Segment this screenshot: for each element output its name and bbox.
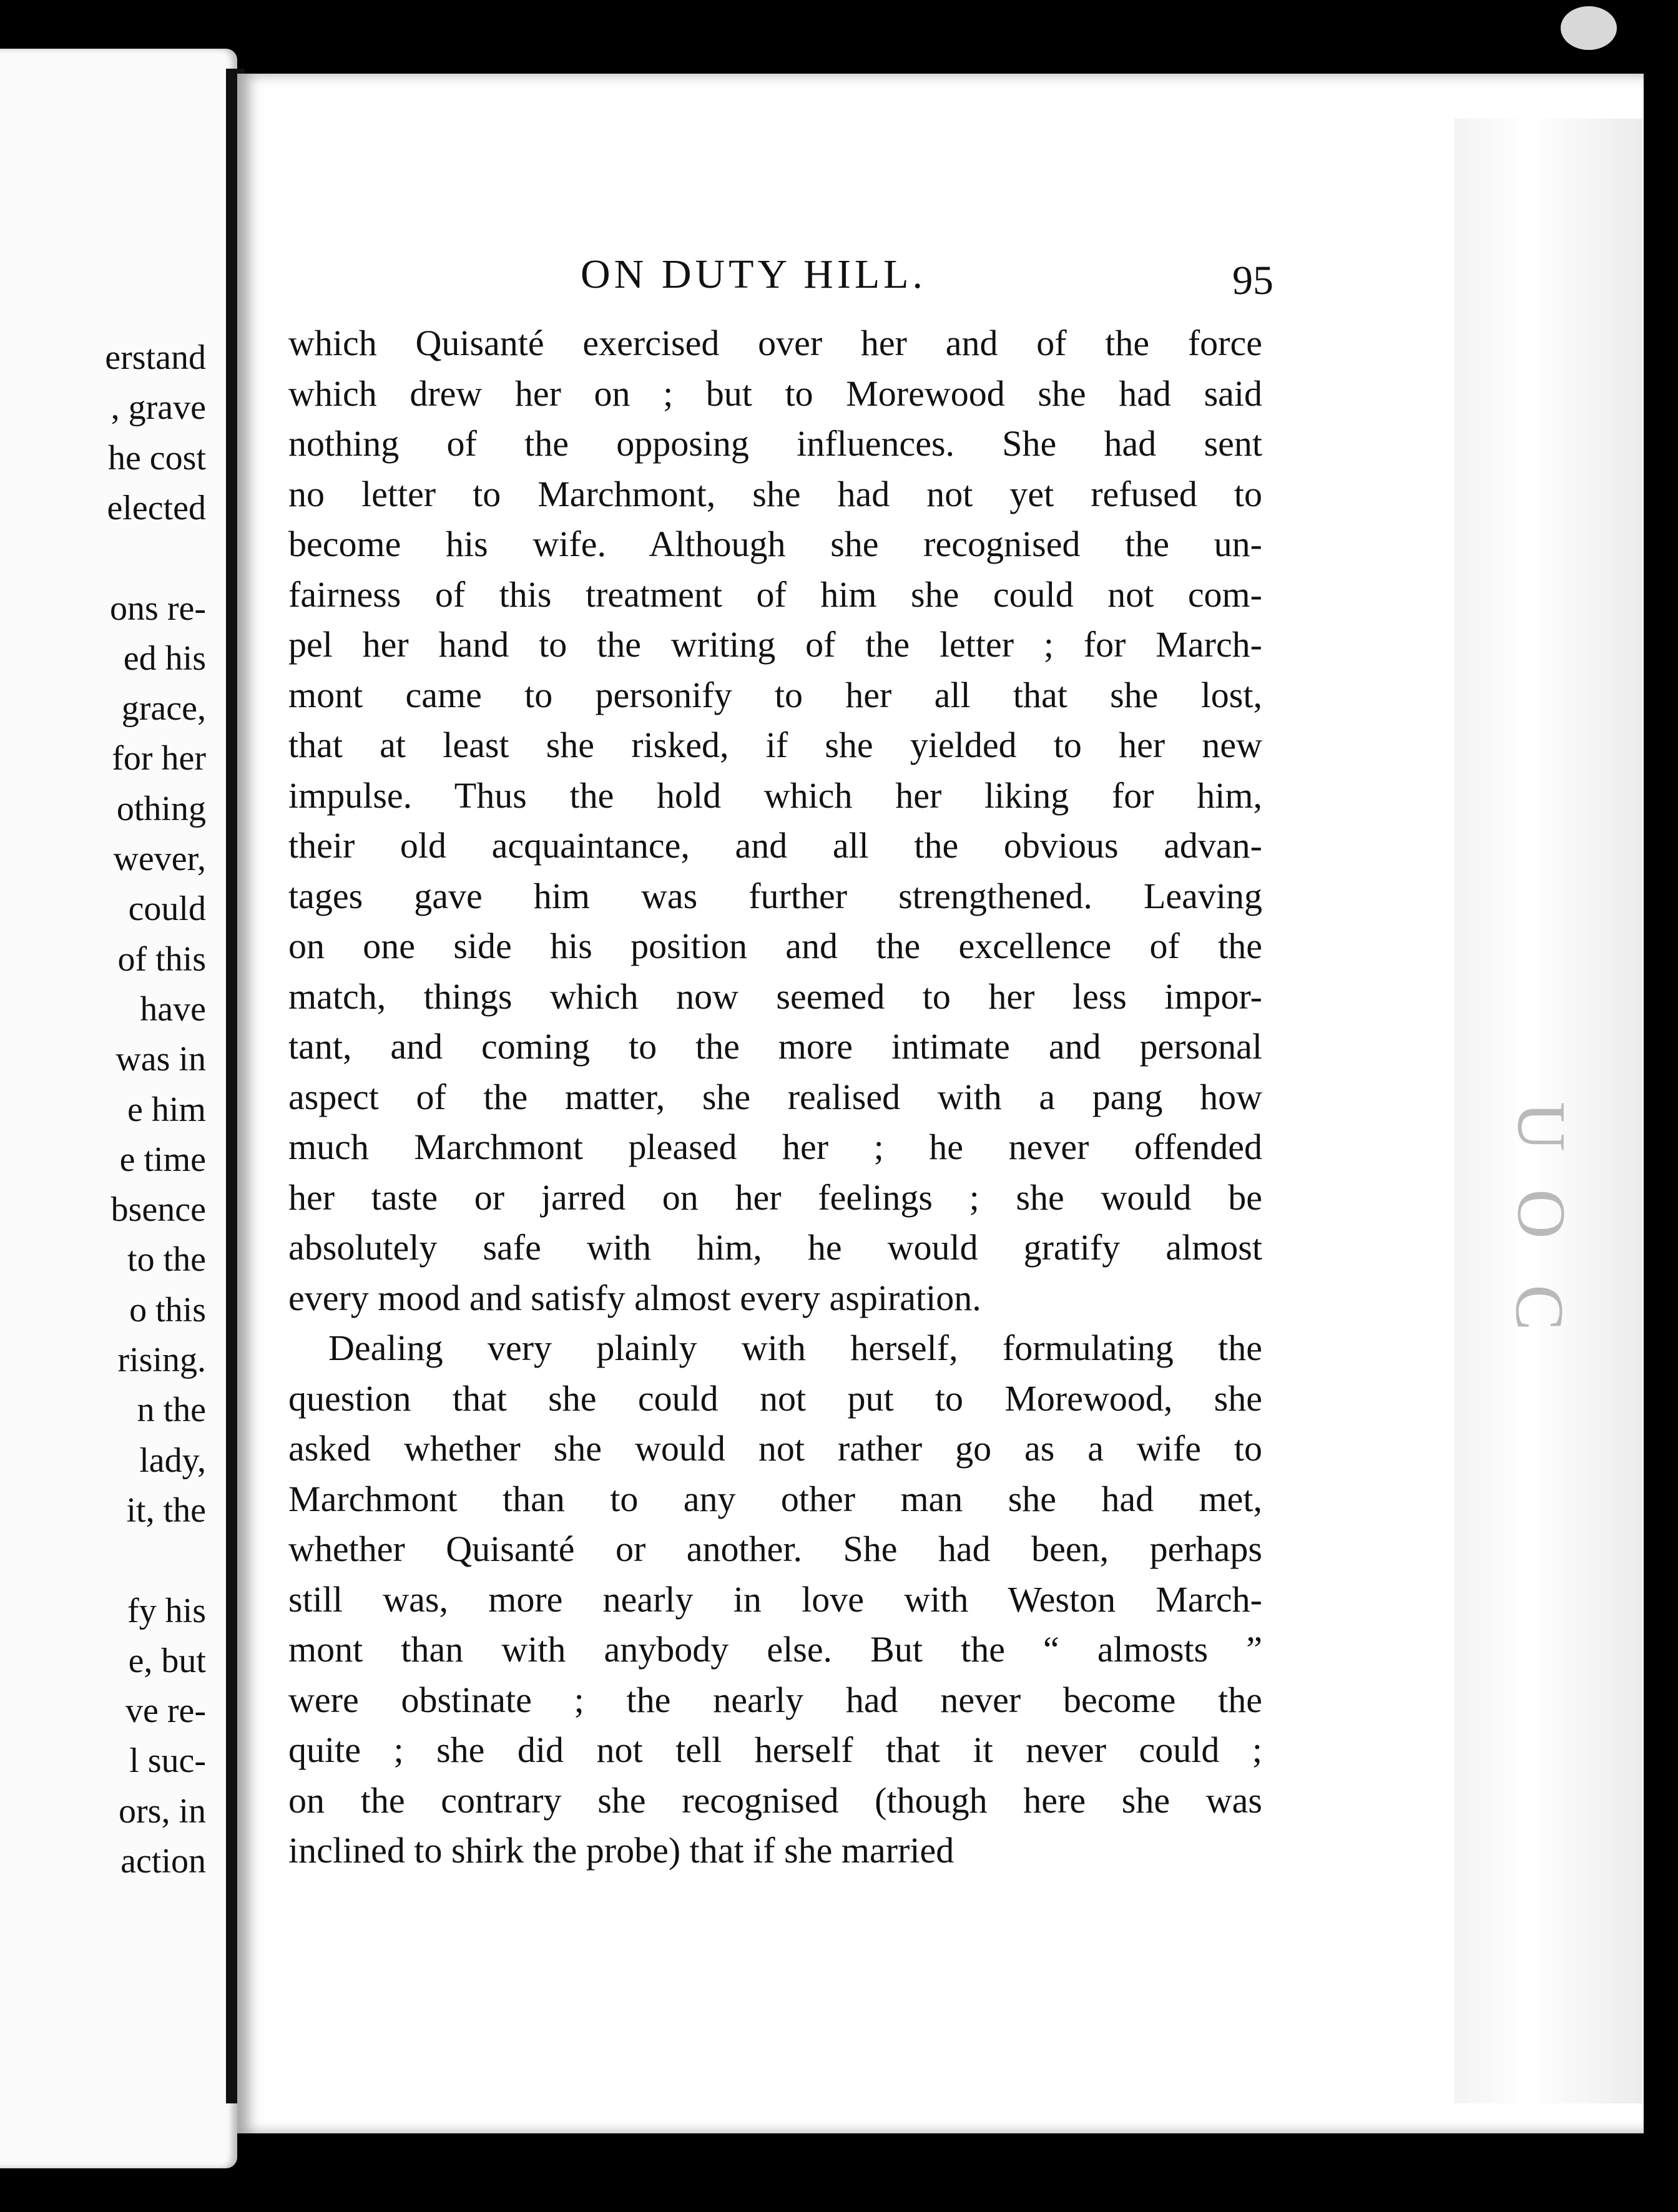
body-line: which Quisanté exercised over her and of the force (288, 323, 1262, 363)
left-page-line: rising. (117, 1341, 206, 1379)
body-text (288, 318, 1262, 1876)
body-line: asked whether she would not rather go as a wife to (288, 1428, 1262, 1469)
body-line: which drew her on ; but to Morewood she had said (288, 373, 1262, 414)
left-page-line: of this (117, 939, 206, 979)
body-line: on the contrary she recognised (though here she was (288, 1779, 1262, 1821)
body-line: tages gave him was further strengthened. Leaving (288, 875, 1262, 916)
left-page-line: e him (127, 1090, 206, 1129)
body-line: become his wife. Although she recognised the un- (288, 524, 1262, 564)
left-page-line: for her (112, 739, 206, 778)
left-page-line: bsence (110, 1190, 206, 1230)
left-page-line: erstand (105, 338, 206, 377)
body-line: nothing of the opposing influences. She had sent (288, 423, 1262, 464)
body-line: mont than with anybody else. But the “ almosts ” (288, 1629, 1262, 1670)
body-line: that at least she risked, if she yielded to her new (288, 725, 1262, 765)
body-line: tant, and coming to the more intimate and personal (288, 1026, 1262, 1067)
body-line: on one side his position and the excellence of the (288, 926, 1262, 966)
scan-speck (1561, 6, 1617, 50)
running-head: ON DUTY HILL. (581, 252, 926, 297)
body-line: absolutely safe with him, he would gratify almost (288, 1227, 1262, 1268)
body-line: their old acquaintance, and all the obvious advan- (288, 825, 1262, 866)
left-page-line: fy his (127, 1591, 206, 1630)
left-page-line: ors, in (119, 1791, 206, 1831)
left-page-line: , grave (110, 388, 206, 428)
body-line: no letter to Marchmont, she had not yet refused to (288, 473, 1262, 514)
body-line: inclined to shirk the probe) that if she married (288, 1830, 954, 1871)
left-page-line: could (128, 889, 206, 929)
left-page-line: o this (129, 1290, 206, 1329)
left-page-line: e, but (128, 1641, 206, 1680)
body-line: quite ; she did not tell herself that it never could ; (288, 1730, 1262, 1770)
left-page-line: n the (137, 1391, 206, 1430)
body-line: pel her hand to the writing of the letter ; for March- (288, 624, 1262, 665)
left-page-line: action (120, 1842, 206, 1881)
left-page-line: l suc- (129, 1741, 206, 1781)
left-page-line: lady, (139, 1441, 206, 1480)
left-page-line: have (140, 989, 206, 1029)
edge-mark: U (1503, 1102, 1580, 1152)
left-page-line: wever, (113, 839, 206, 878)
left-page-line: ons re- (110, 589, 206, 628)
left-page-line: e time (119, 1140, 206, 1179)
page-header (287, 237, 1273, 312)
body-line: Dealing very plainly with herself, formulating the (328, 1328, 1262, 1368)
body-line: question that she could not put to Morewood, she (288, 1378, 1262, 1419)
left-page-line: othing (116, 789, 206, 828)
body-line: Marchmont than to any other man she had met, (288, 1478, 1262, 1519)
edge-mark: C (1501, 1285, 1578, 1331)
body-line: mont came to personify to her all that she lost, (288, 674, 1262, 715)
body-line: fairness of this treatment of him she could not com- (288, 574, 1262, 615)
left-page-line: he cost (107, 438, 206, 477)
left-page-line: grace, (121, 689, 206, 728)
left-page-line: elected (107, 488, 206, 527)
left-page-line: to the (127, 1240, 206, 1280)
body-line: every mood and satisfy almost every aspiration. (288, 1277, 981, 1318)
body-line: still was, more nearly in love with Weston March- (288, 1578, 1262, 1620)
left-page (0, 49, 237, 2168)
body-line: match, things which now seemed to her less impor- (288, 976, 1262, 1017)
body-line: whether Quisanté or another. She had been, perhaps (288, 1529, 1262, 1569)
body-line: were obstinate ; the nearly had never become the (288, 1679, 1262, 1720)
left-page-line: ve re- (125, 1691, 206, 1731)
left-page-line: was in (115, 1040, 206, 1079)
left-page-line: it, the (126, 1490, 206, 1530)
body-line: impulse. Thus the hold which her liking for him, (288, 775, 1262, 816)
page-fore-edge (1455, 119, 1642, 2103)
left-page-line: ed his (123, 639, 206, 678)
body-line: much Marchmont pleased her ; he never offended (288, 1127, 1262, 1167)
body-line: her taste or jarred on her feelings ; she would be (288, 1177, 1262, 1218)
edge-mark: O (1503, 1189, 1580, 1239)
page-number: 95 (1232, 258, 1273, 303)
body-line: aspect of the matter, she realised with a pang how (288, 1076, 1262, 1117)
